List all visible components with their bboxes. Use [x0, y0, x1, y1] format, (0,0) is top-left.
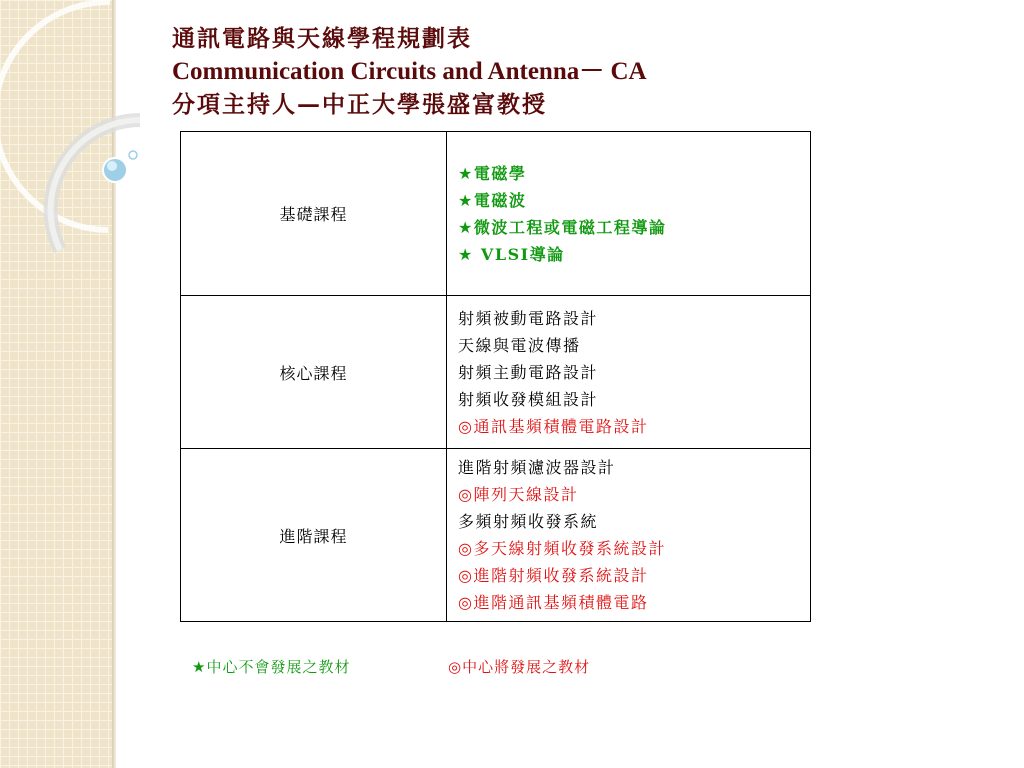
course-item: ★ VLSI導論 [458, 244, 565, 264]
double-circle-icon: ◎ [458, 566, 474, 585]
course-item: 射頻被動電路設計 [458, 308, 599, 328]
course-item: 多頻射頻收發系統 [458, 512, 599, 531]
star-icon: ★ [458, 190, 474, 210]
star-icon: ★ [458, 244, 474, 264]
course-item: ★電磁波 [458, 190, 527, 210]
course-list-cell [447, 449, 811, 622]
star-icon: ★ [458, 163, 474, 183]
course-list-cell [447, 132, 811, 296]
course-item: ◎通訊基頻積體電路設計 [458, 416, 649, 436]
category-cell: 進階課程 [181, 449, 447, 622]
decorative-arcs-graphic [0, 0, 170, 300]
table-row-core [181, 296, 811, 449]
double-circle-icon: ◎ [458, 485, 474, 504]
double-circle-icon: ◎ [458, 593, 474, 612]
star-icon: ★ [458, 217, 474, 237]
course-item: ★微波工程或電磁工程導論 [458, 217, 667, 237]
legend-circle [448, 656, 590, 677]
category-cell: 核心課程 [181, 296, 447, 449]
course-item: 射頻收發模組設計 [458, 389, 599, 409]
course-item: ◎多天線射頻收發系統設計 [458, 539, 666, 558]
legend-star [192, 656, 350, 677]
title-english: Communication Circuits and Antenna－ CA [172, 58, 647, 85]
course-item: ★電磁學 [458, 163, 527, 183]
double-circle-icon: ◎ [458, 416, 474, 436]
table-row-basic [181, 132, 811, 296]
course-item: 射頻主動電路設計 [458, 362, 599, 382]
page-title [172, 22, 647, 121]
title-host: 分項主持人—中正大學張盛富教授 [172, 91, 547, 118]
double-circle-icon: ◎ [448, 658, 463, 676]
table-row-advanced [181, 449, 811, 622]
course-item: ◎陣列天線設計 [458, 485, 579, 504]
title-chinese: 通訊電路與天線學程規劃表 [172, 25, 472, 52]
course-item: 天線與電波傳播 [458, 335, 581, 355]
double-circle-icon: ◎ [458, 539, 474, 558]
legend-circle-label: 中心將發展之教材 [462, 658, 591, 676]
course-plan-table [180, 131, 811, 622]
course-item: 進階射頻濾波器設計 [458, 458, 616, 477]
legend-star-label: 中心不會發展之教材 [206, 658, 351, 676]
course-item: ◎進階射頻收發系統設計 [458, 566, 649, 585]
course-item: ◎進階通訊基頻積體電路 [458, 593, 649, 612]
star-icon: ★ [192, 658, 207, 676]
category-cell: 基礎課程 [181, 132, 447, 296]
course-list-cell [447, 296, 811, 449]
